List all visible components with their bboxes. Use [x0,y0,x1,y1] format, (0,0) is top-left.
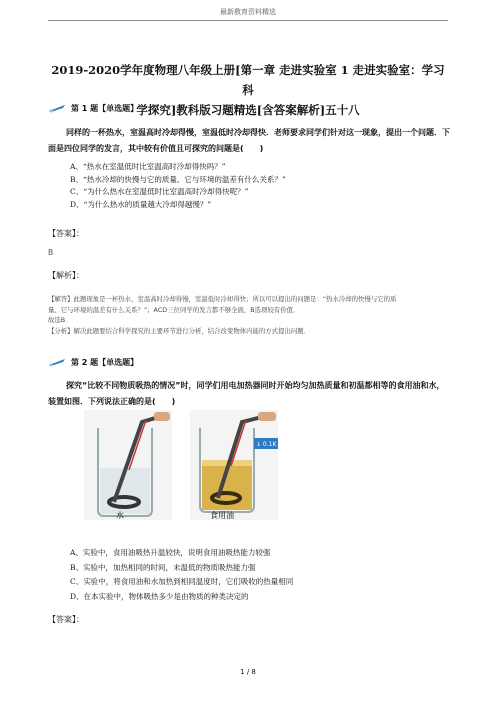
answer-label: 【答案】： [48,615,84,624]
analysis-line: 【分析】解决此题要结合科学探究的主要环节进行分析，结合改变物体内能的方式提出问题． [48,326,311,335]
option-d[interactable]: D、在本实验中，物体吸热多少是由物质的种类决定的 [70,591,249,601]
water-beaker-image [84,410,172,520]
question-2-heading [48,357,138,368]
title-line-2: 学探究]教科版习题精选[含答案解析]五十八 [136,103,360,117]
oil-label: 食用油 [210,511,234,520]
option-c[interactable]: C、“为什么热水在室温低时比室温高时冷却得快呢？” [70,187,249,196]
question-2-options [70,546,293,604]
page-number: 1 / 8 [240,668,256,676]
oil-beaker-image [190,410,278,520]
option-a[interactable]: A、“热水在室温低时比室温高时冷却得快吗？” [70,162,226,171]
answer-value: B [48,248,54,257]
pen-icon [48,104,66,113]
temperature-badge: ↓ 0.1K [256,441,277,448]
analysis-label: 【解析】： [48,271,84,280]
water-label: 水 [116,511,124,520]
question-1-heading [48,103,138,114]
answer-label: 【答案】： [48,229,84,238]
question-2-title: 第 2 题【单选题】 [71,358,139,367]
question-2-stem: 探究“比较不同物质吸热的情况”时，同学们用电加热器同时开始均匀加热质量和初温都相等的食用油和水，装置如图．下列说法正确的是( ) [48,381,445,406]
option-b[interactable]: B、实验中，加热相同的时间，末温低的物质吸热能力强 [70,562,256,572]
analysis-line: 量、它与环境的温差有什么关系？”；ACD三位同学的发言都不够全面，B选项较有价值． [48,305,300,314]
option-b[interactable]: B、“热水冷却的快慢与它的质量、它与环境的温差有什么关系？” [70,174,286,184]
pen-icon [48,358,66,367]
analysis-line: 【解答】此题现象是一杯热水，室温高时冷却得慢，室温低时冷却得快；所以可以提出的问题是：“热水冷却的快慢与它的质 [48,295,397,303]
question-1-stem: 同样的一杯热水，室温高时冷却得慢，室温低时冷却得快．老师要求同学们针对这一现象，提出一个问题．下面是四位同学的发言，其中较有价值且可探究的问题是( ) [48,128,450,153]
option-c[interactable]: C、实验中，将食用油和水加热到相同温度时，它们吸收的热量相同 [70,577,294,586]
option-d[interactable]: D、“为什么热水的质量越大冷却得越慢？” [70,199,212,209]
question-1-title: 第 1 题【单选题】 [71,104,139,113]
analysis-line: 故选B． [48,316,72,324]
header-divider [48,20,448,21]
title-line-1: 2019-2020学年度物理八年级上册[第一章 走进实验室 1 走进实验室：学习科 [51,63,445,97]
analysis-text [48,294,448,336]
page-header: 最新教育资料精选 [220,8,276,16]
question-1-options [70,161,286,211]
option-a[interactable]: A、实验中，食用油吸热升温较快，说明食用油吸热能力较强 [70,548,271,557]
